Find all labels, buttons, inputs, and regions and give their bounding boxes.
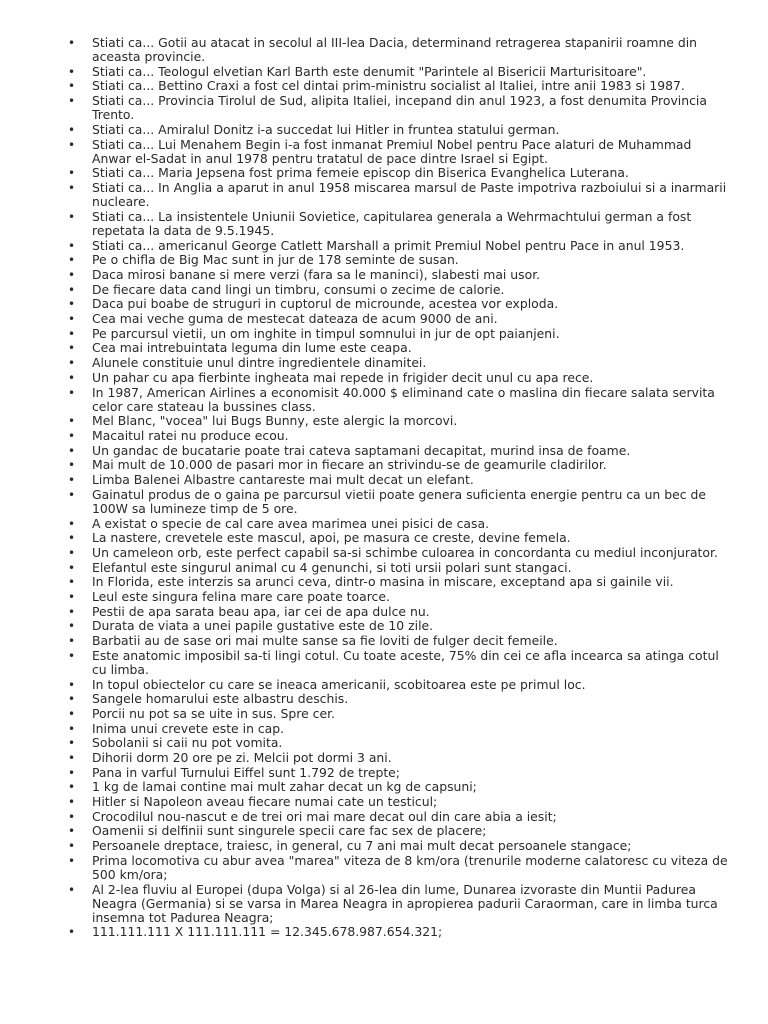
list-item-text: Mai mult de 10.000 de pasari mor in fiecare an strivindu-se de geamurile cladirilor. xyxy=(92,457,607,473)
list-item xyxy=(64,766,730,780)
bullet-icon: • xyxy=(68,560,76,575)
list-item-text: Sobolanii si caii nu pot vomita. xyxy=(92,735,283,751)
list-item-text: Stiati ca... Gotii au atacat in secolul al III-lea Dacia, determinand retragerea stapanirii roamne din aceasta provincie. xyxy=(92,35,698,65)
bullet-icon: • xyxy=(68,604,76,619)
bullet-icon: • xyxy=(68,443,76,458)
list-item-text: Pe o chifla de Big Mac sunt in jur de 178 seminte de susan. xyxy=(92,252,459,268)
bullet-icon: • xyxy=(68,531,76,546)
list-item-text: Barbatii au de sase ori mai multe sanse sa fie loviti de fulger decit femeile. xyxy=(92,633,558,649)
list-item-text: Stiati ca... Amiralul Donitz i-a succedat lui Hitler in fruntea statului german. xyxy=(92,121,560,137)
bullet-icon: • xyxy=(68,925,76,940)
list-item xyxy=(64,605,730,619)
bullet-icon: • xyxy=(68,487,76,502)
bullet-icon: • xyxy=(68,137,76,152)
bullet-icon: • xyxy=(68,429,76,443)
list-item xyxy=(64,327,730,341)
list-item-text: Dihorii dorm 20 ore pe zi. Melcii pot dormi 3 ani. xyxy=(92,749,392,765)
list-item xyxy=(64,736,730,750)
list-item xyxy=(64,283,730,297)
list-item-text: 111.111.111 X 111.111.111 = 12.345.678.987.654.321; xyxy=(92,924,443,940)
list-item xyxy=(64,36,730,64)
list-item xyxy=(64,458,730,472)
list-item-text: Pestii de apa sarata beau apa, iar cei de apa dulce nu. xyxy=(92,603,430,619)
bullet-icon: • xyxy=(68,370,76,385)
list-item xyxy=(64,123,730,137)
bullet-icon: • xyxy=(68,780,76,795)
list-item xyxy=(64,138,730,166)
list-item xyxy=(64,824,730,838)
bullet-icon: • xyxy=(68,839,76,854)
list-item-text: La nastere, crevetele este mascul, apoi, pe masura ce creste, devine femela. xyxy=(92,530,571,546)
list-item-text: Macaitul ratei nu produce ecou. xyxy=(92,428,289,443)
list-item xyxy=(64,341,730,355)
list-item-text: Cea mai veche guma de mestecat dateaza de acum 9000 de ani. xyxy=(92,311,498,327)
list-item xyxy=(64,707,730,721)
list-item xyxy=(64,94,730,122)
list-item xyxy=(64,268,730,282)
list-item xyxy=(64,79,730,93)
bullet-icon: • xyxy=(68,282,76,297)
bullet-icon: • xyxy=(68,736,76,751)
list-item xyxy=(64,181,730,209)
bullet-icon: • xyxy=(68,326,76,341)
bullet-icon: • xyxy=(68,809,76,824)
list-item xyxy=(64,839,730,853)
bullet-icon: • xyxy=(68,795,76,809)
bullet-icon: • xyxy=(68,122,76,137)
list-item-text: Un cameleon orb, este perfect capabil sa-si schimbe culoarea in concordanta cu mediul inconjurator. xyxy=(92,544,718,560)
bullet-icon: • xyxy=(68,181,76,196)
bullet-icon: • xyxy=(68,64,76,79)
list-item-text: Mel Blanc, "vocea" lui Bugs Bunny, este alergic la morcovi. xyxy=(92,413,458,429)
list-item-text: Este anatomic imposibil sa-ti lingi cotul. Cu toate aceste, 75% din cei ce afla incearca sa atinga cotul cu limba. xyxy=(92,647,719,677)
list-item xyxy=(64,312,730,326)
list-item xyxy=(64,546,730,560)
list-item-text: Leul este singura felina mare care poate toarce. xyxy=(92,588,390,604)
bullet-icon: • xyxy=(68,297,76,312)
list-item-text: Un pahar cu apa fierbinte ingheata mai repede in frigider decit unul cu apa rece. xyxy=(92,369,594,385)
list-item xyxy=(64,590,730,604)
bullet-icon: • xyxy=(68,575,76,590)
list-item xyxy=(64,531,730,545)
list-item xyxy=(64,751,730,765)
bullet-icon: • xyxy=(68,721,76,736)
list-item xyxy=(64,883,730,925)
list-item xyxy=(64,854,730,882)
list-item-text: Al 2-lea fluviu al Europei (dupa Volga) si al 26-lea din lume, Dunarea izvoraste din Muntii Padurea Neagra (Germania) si se varsa in Marea Neagra in apropierea padurii Caraorman, care in limba turca insemna tot Padurea Neagra; xyxy=(92,881,718,925)
list-item xyxy=(64,386,730,414)
bullet-icon: • xyxy=(68,268,76,283)
list-item-text: In 1987, American Airlines a economisit 40.000 $ eliminand cate o maslina din fiecare salata servita celor care stateau la bussines class. xyxy=(92,384,715,414)
list-item-text: Sangele homarului este albastru deschis. xyxy=(92,691,349,707)
list-item-text: Limba Balenei Albastre cantareste mai mult decat un elefant. xyxy=(92,472,474,488)
bullet-icon: • xyxy=(68,473,76,488)
list-item-text: Stiati ca... Bettino Craxi a fost cel dintai prim-ministru socialist al Italiei, intre anii 1983 si 1987. xyxy=(92,78,685,94)
bullet-icon: • xyxy=(68,692,76,707)
bullet-icon: • xyxy=(68,677,76,692)
list-item xyxy=(64,561,730,575)
list-item-text: Hitler si Napoleon aveau fiecare numai cate un testicul; xyxy=(92,794,438,809)
list-item-text: Stiati ca... Teologul elvetian Karl Barth este denumit "Parintele al Bisericii Marturisitoare". xyxy=(92,63,647,79)
list-item-text: Stiati ca... La insistentele Uniunii Sovietice, capitularea generala a Wehrmachtului german a fost repetata la data de 9.5.1945. xyxy=(92,208,692,238)
list-item xyxy=(64,473,730,487)
list-item xyxy=(64,795,730,809)
bullet-icon: • xyxy=(68,209,76,224)
list-item xyxy=(64,429,730,443)
list-item-text: Alunele constituie unul dintre ingredientele dinamitei. xyxy=(92,355,427,371)
list-item-text: In topul obiectelor cu care se ineaca americanii, scobitoarea este pe primul loc. xyxy=(92,676,586,692)
list-item-text: Elefantul este singurul animal cu 4 genunchi, si toti ursii polari sunt stangaci. xyxy=(92,559,572,575)
list-item xyxy=(64,371,730,385)
bullet-icon: • xyxy=(68,516,76,531)
list-item xyxy=(64,692,730,706)
bullet-icon: • xyxy=(68,253,76,268)
list-item xyxy=(64,780,730,794)
list-item xyxy=(64,488,730,516)
bullet-icon: • xyxy=(68,166,76,181)
list-item-text: Crocodilul nou-nascut e de trei ori mai mare decat oul din care abia a iesit; xyxy=(92,808,557,824)
list-item xyxy=(64,810,730,824)
bullet-icon: • xyxy=(68,36,76,50)
bullet-icon: • xyxy=(68,312,76,327)
bullet-icon: • xyxy=(68,648,76,663)
list-item xyxy=(64,414,730,428)
list-item-text: Durata de viata a unei papile gustative este de 10 zile. xyxy=(92,618,434,634)
bullet-icon: • xyxy=(68,706,76,721)
list-item-text: Pe parcursul vietii, un om inghite in timpul somnului in jur de opt paianjeni. xyxy=(92,325,560,341)
list-item-text: Stiati ca... Lui Menahem Begin i-a fost inmanat Premiul Nobel pentru Pace alaturi de Muhammad Anwar el-Sadat in anul 1978 pentru tratatul de pace dintre Israel si Egipt. xyxy=(92,136,692,166)
bullet-icon: • xyxy=(68,238,76,253)
list-item-text: Pana in varful Turnului Eiffel sunt 1.792 de trepte; xyxy=(92,764,400,780)
bullet-icon: • xyxy=(68,385,76,400)
list-item-text: De fiecare data cand lingi un timbru, consumi o zecime de calorie. xyxy=(92,281,505,297)
list-item xyxy=(64,65,730,79)
bullet-icon: • xyxy=(68,853,76,868)
list-item xyxy=(64,210,730,238)
facts-list xyxy=(64,36,730,940)
bullet-icon: • xyxy=(68,79,76,94)
bullet-icon: • xyxy=(68,882,76,897)
list-item xyxy=(64,649,730,677)
list-item-text: Prima locomotiva cu abur avea "marea" viteza de 8 km/ora (trenurile moderne calatoresc cu viteza de 500 km/ora; xyxy=(92,852,728,882)
list-item xyxy=(64,356,730,370)
list-item-text: Stiati ca... Provincia Tirolul de Sud, alipita Italiei, incepand din anul 1923, a fost denumita Provincia Trento. xyxy=(92,93,707,123)
list-item-text: Stiati ca... Maria Jepsena fost prima femeie episcop din Biserica Evanghelica Luterana. xyxy=(92,165,629,181)
list-item xyxy=(64,925,730,939)
list-item-text: Oamenii si delfinii sunt singurele specii care fac sex de placere; xyxy=(92,823,487,839)
list-item xyxy=(64,166,730,180)
list-item xyxy=(64,253,730,267)
list-item-text: Daca mirosi banane si mere verzi (fara sa le maninci), slabesti mai usor. xyxy=(92,267,541,283)
list-item xyxy=(64,575,730,589)
bullet-icon: • xyxy=(68,589,76,604)
list-item xyxy=(64,517,730,531)
list-item-text: Gainatul produs de o gaina pe parcursul vietii poate genera suficienta energie pentru ca un bec de 100W sa lumineze timp de 5 ore. xyxy=(92,486,706,516)
bullet-icon: • xyxy=(68,356,76,371)
list-item xyxy=(64,297,730,311)
bullet-icon: • xyxy=(68,824,76,839)
list-item xyxy=(64,239,730,253)
bullet-icon: • xyxy=(68,94,76,109)
list-item-text: Stiati ca... In Anglia a aparut in anul 1958 miscarea marsul de Paste impotriva razboiului si a inarmarii nucleare. xyxy=(92,180,727,210)
list-item xyxy=(64,444,730,458)
list-item-text: 1 kg de lamai contine mai mult zahar decat un kg de capsuni; xyxy=(92,779,477,795)
bullet-icon: • xyxy=(68,750,76,765)
bullet-icon: • xyxy=(68,765,76,780)
list-item-text: Cea mai intrebuintata leguma din lume este ceapa. xyxy=(92,340,412,356)
list-item-text: Stiati ca... americanul George Catlett Marshall a primit Premiul Nobel pentru Pace in anul 1953. xyxy=(92,237,685,253)
bullet-icon: • xyxy=(68,414,76,429)
list-item-text: Un gandac de bucatarie poate trai cateva saptamani decapitat, murind insa de foame. xyxy=(92,442,631,458)
list-item-text: Persoanele dreptace, traiesc, in general, cu 7 ani mai mult decat persoanele stangace; xyxy=(92,838,632,854)
list-item-text: Daca pui boabe de struguri in cuptorul de microunde, acestea vor exploda. xyxy=(92,296,559,312)
list-item xyxy=(64,634,730,648)
list-item-text: Inima unui crevete este in cap. xyxy=(92,720,285,736)
bullet-icon: • xyxy=(68,634,76,649)
bullet-icon: • xyxy=(68,619,76,634)
list-item-text: In Florida, este interzis sa arunci ceva, dintr-o masina in miscare, exceptand apa si gainile vii. xyxy=(92,574,674,590)
list-item-text: Porcii nu pot sa se uite in sus. Spre cer. xyxy=(92,705,335,721)
list-item xyxy=(64,619,730,633)
bullet-icon: • xyxy=(68,458,76,473)
list-item xyxy=(64,678,730,692)
list-item xyxy=(64,722,730,736)
bullet-icon: • xyxy=(68,545,76,560)
bullet-icon: • xyxy=(68,341,76,356)
list-item-text: A existat o specie de cal care avea marimea unei pisici de casa. xyxy=(92,515,490,531)
